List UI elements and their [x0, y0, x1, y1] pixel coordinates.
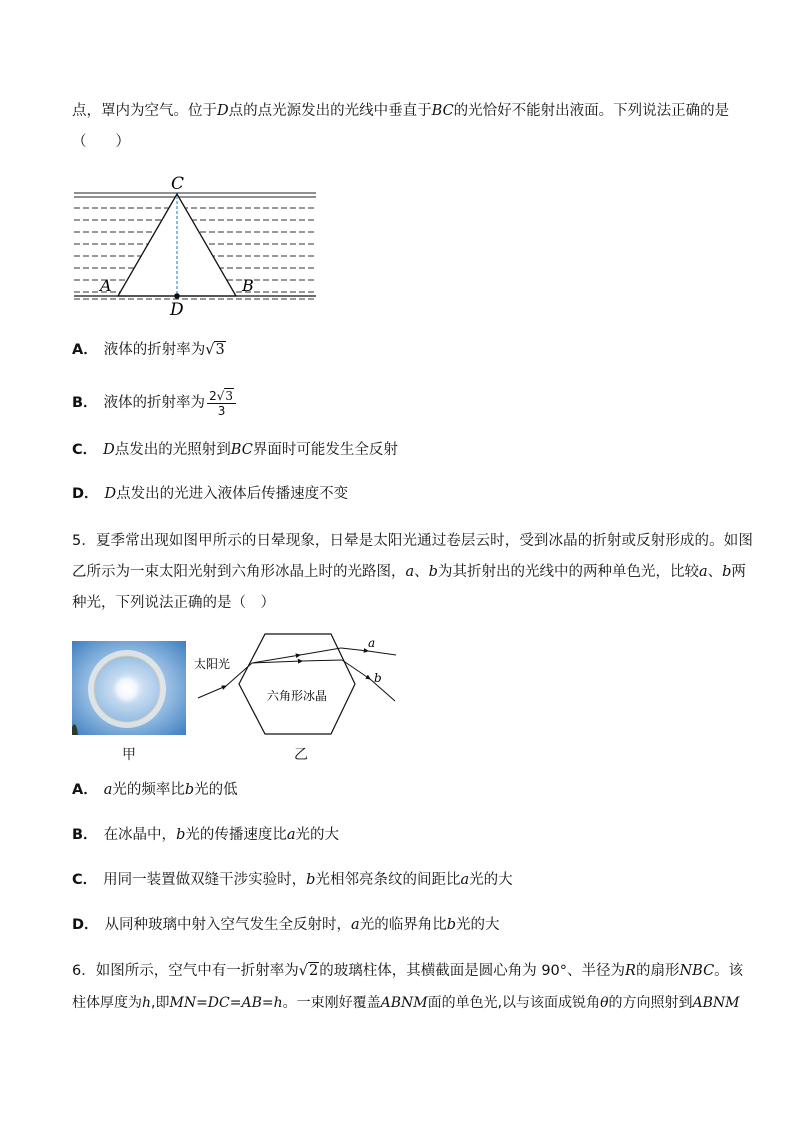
- q5-stem-line-3: 种光，下列说法正确的是（ ）: [72, 595, 275, 611]
- sun-halo-photo: [72, 641, 186, 735]
- sqrt-2: √2: [298, 963, 319, 979]
- caption-yi: 乙: [294, 747, 308, 763]
- caption-jia: 甲: [122, 747, 136, 763]
- crystal-label: 六角形冰晶: [267, 689, 328, 703]
- ray-a-label: a: [368, 636, 376, 650]
- point-d: [174, 293, 180, 299]
- q5-option-c[interactable]: C． 用同一装置做双缝干涉实验时，b光相邻亮条纹的间距比a光的大: [72, 872, 513, 888]
- liquid-surface-lines: [74, 193, 316, 197]
- q4-answer-paren: （ ）: [72, 134, 130, 150]
- q4-option-b[interactable]: B． 液体的折射率为 $\frac{2√3}{3}$: [72, 386, 236, 420]
- q5-option-a[interactable]: A． a光的频率比b光的低: [72, 782, 238, 798]
- sunlight-label: 太阳光: [194, 657, 231, 671]
- q5-option-d[interactable]: D． 从同种玻璃中射入空气发生全反射时，a光的临界角比b光的大: [72, 917, 500, 933]
- edge-bc-label: BC: [431, 103, 454, 119]
- q4-triangle-figure: [70, 172, 320, 318]
- ice-crystal-ray-diagram: [190, 630, 405, 742]
- q4-option-c[interactable]: C． D点发出的光照射到BC界面时可能发生全反射: [72, 442, 398, 458]
- q4-stem-text: 的光恰好不能射出液面。下列说法正确的是: [453, 103, 730, 119]
- label-b: B: [242, 276, 254, 295]
- q6-stem-line-2: 柱体厚度为h,即MN=DC=AB=h。一束刚好覆盖ABNM面的单色光,以与该面成锐角θ的方向照射到ABNM: [72, 995, 740, 1011]
- ray-b-label: b: [374, 671, 382, 685]
- q4-option-a[interactable]: A． 液体的折射率为√3: [72, 342, 225, 358]
- label-c: C: [171, 174, 185, 194]
- q4-stem-line: [72, 101, 729, 121]
- emergent-rays: [341, 648, 396, 701]
- q4-stem-text: 点，罩内为空气。位于: [72, 103, 217, 119]
- fraction-2sqrt3-over-3: $\frac{2√3}{3}$: [207, 389, 236, 418]
- refracted-rays: [252, 648, 342, 663]
- point-d-label: D: [217, 103, 229, 119]
- sqrt-3: √3: [205, 342, 225, 358]
- q4-option-d[interactable]: D． D点发出的光进入液体后传播速度不变: [72, 486, 349, 502]
- label-d: D: [170, 300, 184, 318]
- q5-stem-line-1: 5．夏季常出现如图甲所示的日晕现象，日晕是太阳光通过卷层云时，受到冰晶的折射或反射形成的。如图: [72, 533, 753, 549]
- q5-option-b[interactable]: B． 在冰晶中，b光的传播速度比a光的大: [72, 827, 340, 843]
- q6-stem-line-1: 6．如图所示，空气中有一折射率为√2的玻璃柱体，其横截面是圆心角为 90°、半径为R的扇形NBC。该: [72, 963, 744, 979]
- air-cover-triangle: [118, 194, 236, 296]
- label-a: A: [100, 276, 112, 295]
- q5-stem-line-2: 乙所示为一束太阳光射到六角形冰晶上时的光路图，a、b为其折射出的光线中的两种单色光，比较a、b两: [72, 564, 746, 580]
- q4-stem-text: 点的点光源发出的光线中垂直于: [228, 103, 432, 119]
